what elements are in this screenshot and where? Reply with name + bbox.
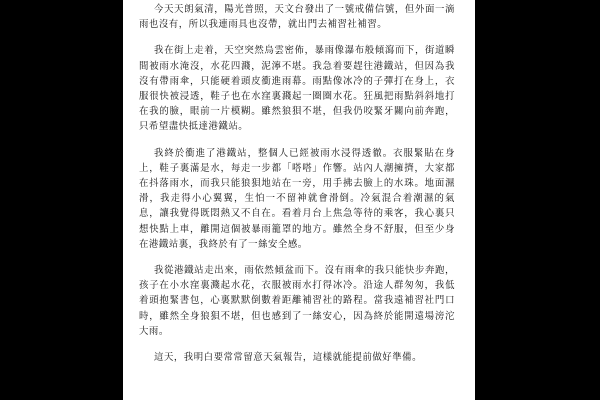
paragraph-1: 今天天朗氣清，陽光普照，天文台發出了一號戒備信號，但外面一滴雨也沒有，所以我連雨具也沒帶，就出門去補習社補習。 [139,4,455,31]
paragraph-4: 我從港鐵站走出來，雨依然傾盆而下。沒有雨傘的我只能快步奔跑，孩子在小水窪裏濺起水花，衣服被雨水打得冰冷。沿途人群匆匆，我低着頭抱緊書包，心裏默默倒數着距離補習社的路程。當我遠補習社門口時，雖然全身狼狽不堪，但也感到了一絲安心，因為終於能開遠場滂沱大雨。 [139,265,455,337]
paragraph-5: 這天，我明白要常常留意天氣報告，這樣就能提前做好準備。 [154,352,423,364]
paragraph-3: 我終於衝進了港鐵站，整個人已經被雨水浸得透徹。衣服緊貼在身上，鞋子裏滿是水，每走一步都「嗒嗒」作響。站內人潮擁擠，大家都在抖落雨水，而我只能狼狽地站在一旁，用手拂去臉上的水珠。地面濕滑，我走得小心翼翼，生怕一不留神就會滑倒。冷氣混合着潮濕的氣息，讓我覺得既悶熱又不自在。看着月台上焦急等待的乘客，我心裏只想快點上車，離開這個被暴雨籠罩的地方。雖然全身不舒服，但至少身在港鐵站裏，我終於有了一絲安全感。 [139,147,455,250]
document-page [123,0,475,400]
paragraph-2: 我在街上走着，天空突然烏雲密佈，暴雨像瀑布般傾瀉而下，街道瞬間被雨水淹沒，水花四濺，泥濘不堪。我急着要趕往港鐵站，但因為我沒有帶雨傘，只能硬着頭皮衝進雨幕。雨點像冰冷的子彈打在身上，衣服很快被浸透，鞋子也在水窪裏濺起一圈圈水花。狂風把雨點斜斜地打在我的臉，眼前一片模糊。雖然狼狽不堪，但我仍咬緊牙關向前奔跑，只希望盡快抵達港鐵站。 [139,45,455,133]
